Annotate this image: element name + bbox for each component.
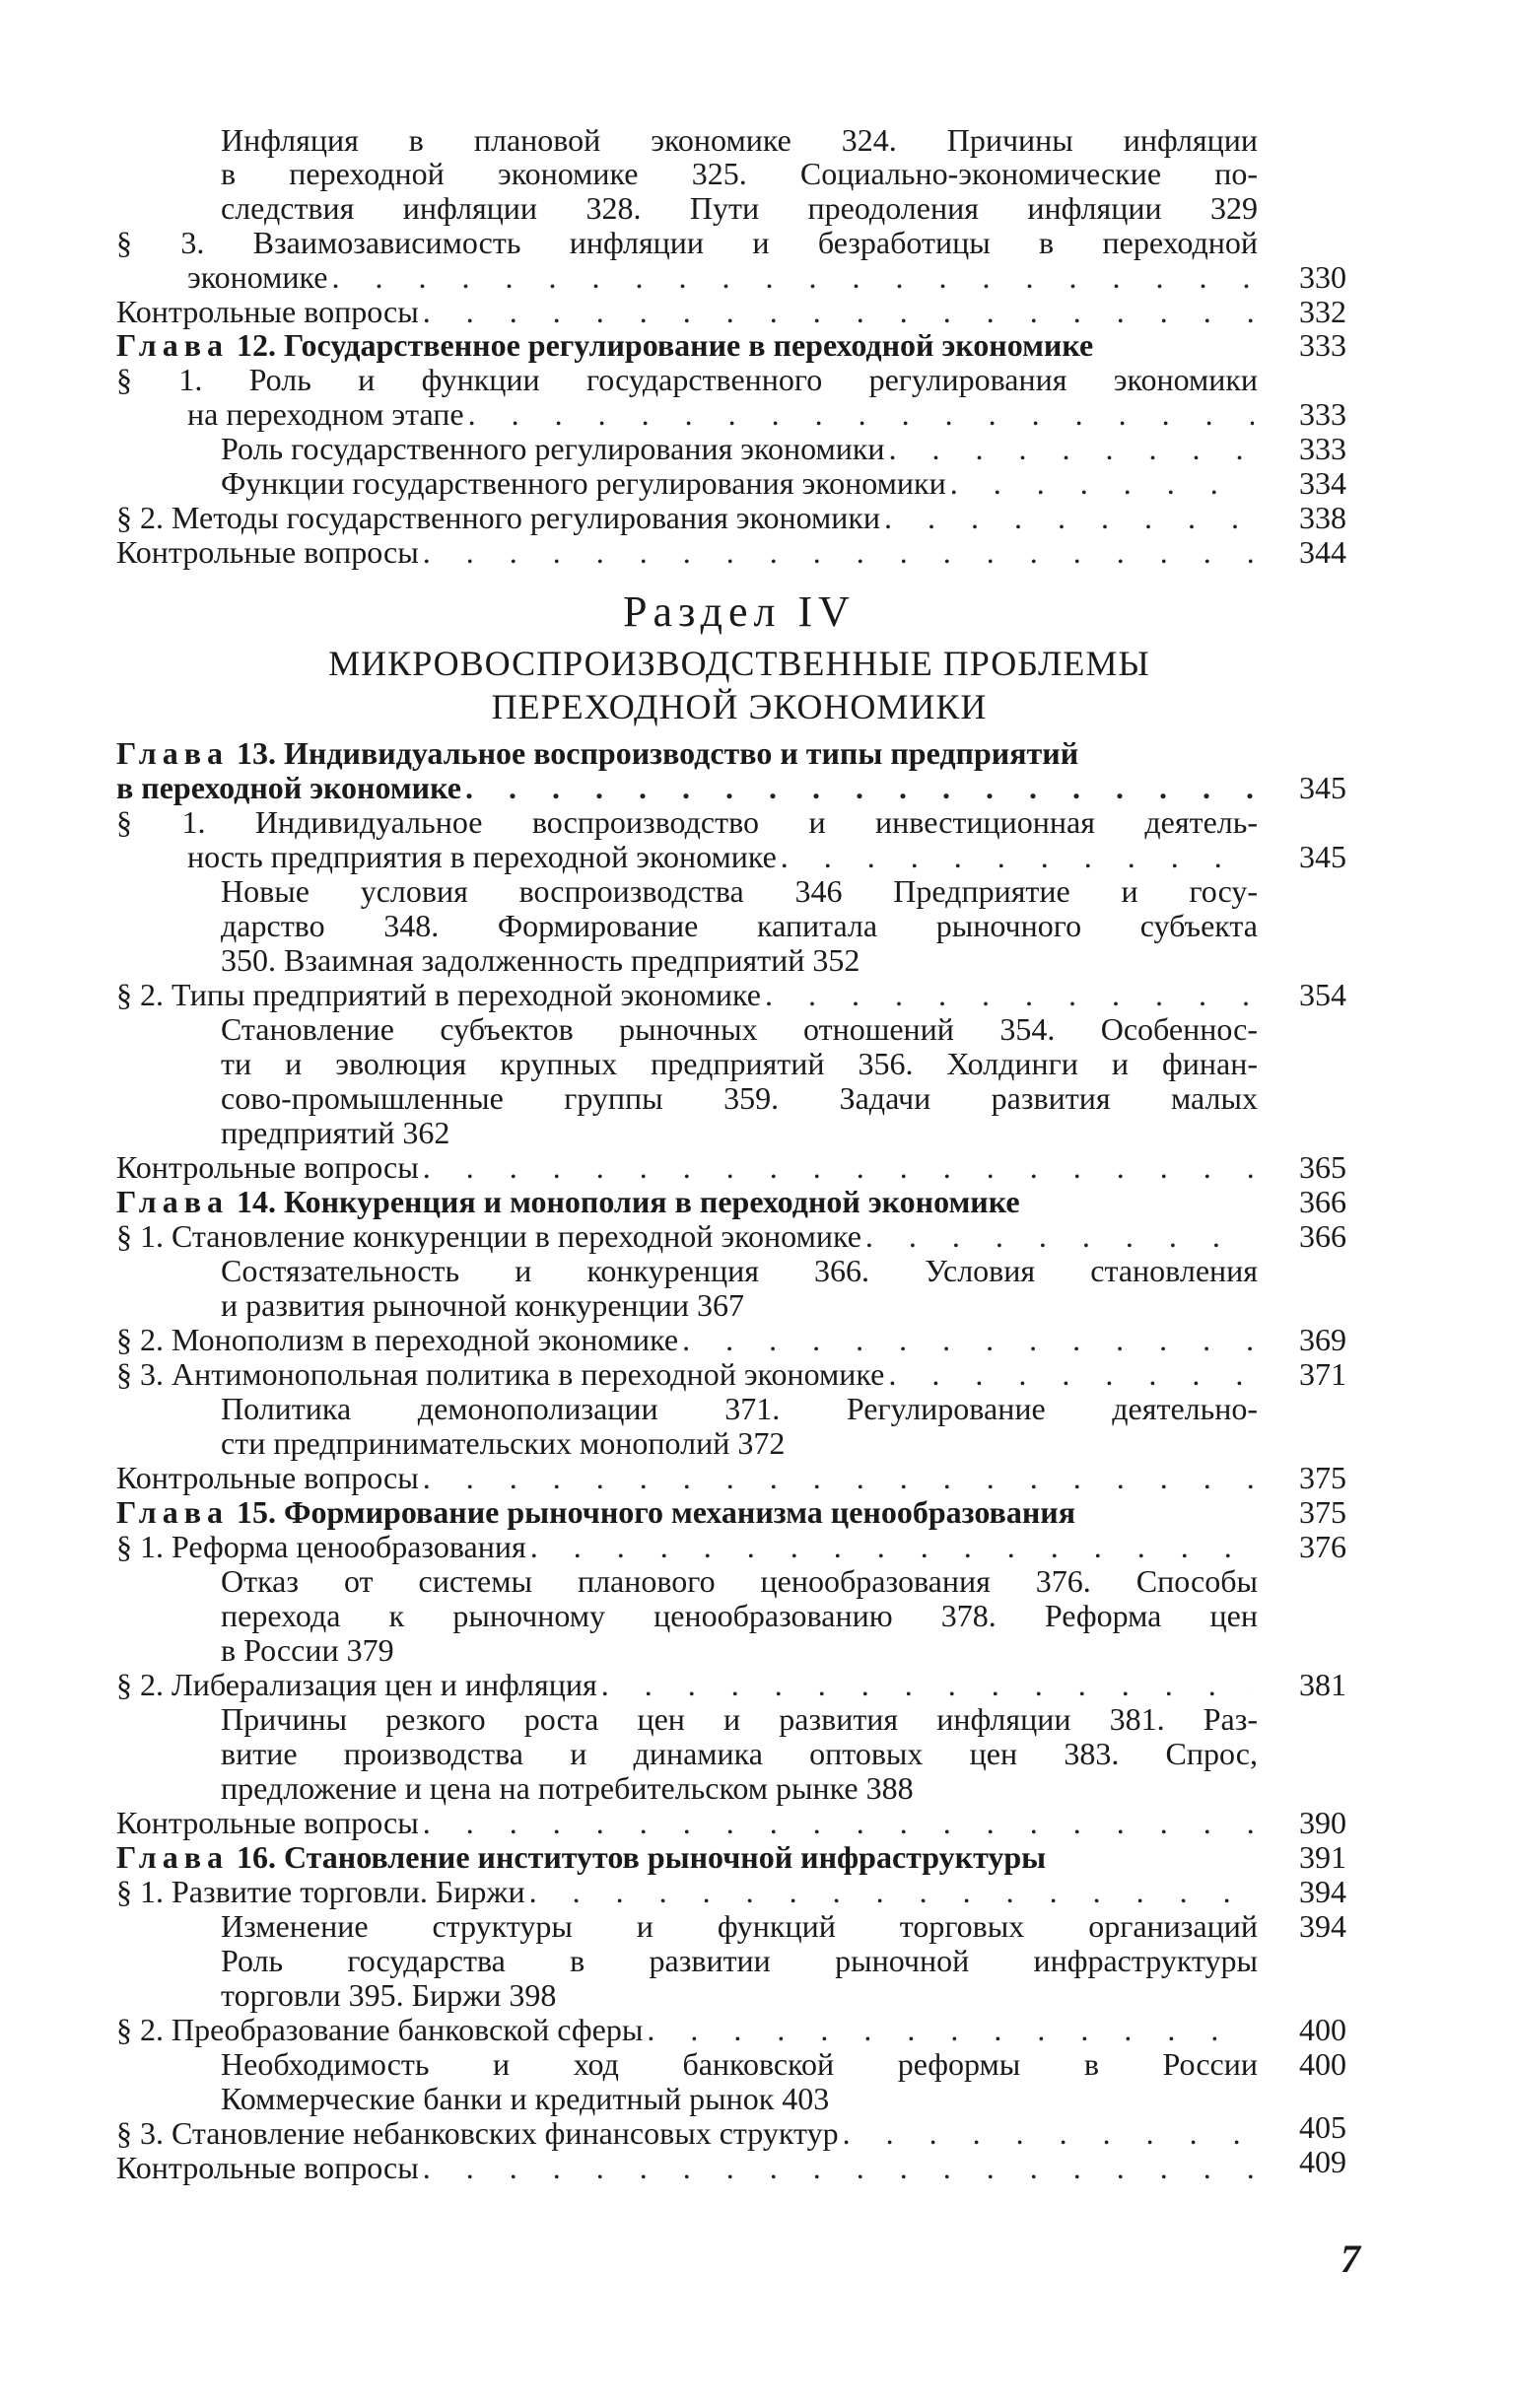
page-number: 400 xyxy=(1299,2046,1346,2082)
toc-entry-title: экономике xyxy=(187,259,328,295)
toc-entry xyxy=(116,1667,1258,1702)
toc-text-line: перехода к рыночному ценообразованию 378. Реформа цен xyxy=(221,1598,1258,1633)
toc-text-line: Становление субъектов рыночных отношений 354. Особеннос- xyxy=(221,1011,1258,1047)
toc-entry-title: Функции государственного регулирования экономики xyxy=(221,465,946,501)
leader-dots xyxy=(468,396,1254,432)
part-subtitle-line: МИКРОВОСПРОИЗВОДСТВЕННЫЕ ПРОБЛЕМЫ xyxy=(328,644,1150,683)
page-number: 400 xyxy=(1299,2012,1346,2047)
page-number: 375 xyxy=(1299,1460,1346,1495)
toc-entry-title: § 2. Методы государственного регулирования экономики xyxy=(116,500,881,535)
page-number: 344 xyxy=(1299,534,1346,570)
toc-section-line: § 1. Индивидуальное воспроизводство и инвестиционная деятель- xyxy=(116,804,1258,840)
page-number: 333 xyxy=(1299,327,1346,363)
leader-dots xyxy=(465,770,1254,805)
leader-dots xyxy=(423,294,1254,329)
toc-entry xyxy=(221,431,1258,466)
page-number: 381 xyxy=(1299,1667,1346,1702)
leader-dots xyxy=(888,1356,1254,1392)
chapter-label: Глава xyxy=(116,327,229,363)
toc-entry xyxy=(116,2115,1258,2151)
chapter-title: 13. Индивидуальное воспроизводство и типы предприятий xyxy=(236,735,1079,771)
toc-entry xyxy=(116,1460,1258,1495)
toc-entry-title: Контрольные вопросы xyxy=(116,1805,419,1840)
toc-text-line: предприятий 362 xyxy=(221,1115,450,1150)
chapter-heading xyxy=(116,735,1078,771)
toc-text-line: сово-промышленные группы 359. Задачи развития малых xyxy=(221,1080,1258,1116)
toc-text-line: Изменение структуры и функций торговых организаций xyxy=(221,1908,1258,1944)
toc-entry-title: Контрольные вопросы xyxy=(116,1460,419,1495)
toc-text-line: Отказ от системы планового ценообразования 376. Способы xyxy=(221,1563,1258,1599)
toc-entry xyxy=(116,1874,1258,1909)
toc-entry xyxy=(116,534,1258,570)
chapter-heading xyxy=(116,1184,1020,1219)
toc-entry xyxy=(116,770,1258,805)
toc-text-line: Причины резкого роста цен и развития инфляции 381. Раз- xyxy=(221,1701,1258,1737)
chapter-label: Глава xyxy=(116,1494,229,1530)
toc-entry-title: Роль государственного регулирования экономики xyxy=(221,431,885,466)
leader-dots xyxy=(423,534,1254,570)
leader-dots xyxy=(647,2012,1254,2047)
page-number: 345 xyxy=(1299,839,1346,874)
toc-section-line: § 1. Роль и функции государственного регулирования экономики xyxy=(116,362,1258,397)
leader-dots xyxy=(423,1149,1254,1185)
leader-dots xyxy=(423,2150,1254,2185)
toc-entry xyxy=(116,2012,1258,2047)
page-number: 333 xyxy=(1299,431,1346,466)
toc-section-line: § 3. Взаимозависимость инфляции и безработицы в переходной xyxy=(116,225,1258,260)
page-number: 391 xyxy=(1299,1839,1346,1875)
toc-entry xyxy=(116,1149,1258,1185)
toc-entry xyxy=(116,1218,1258,1254)
page-number: 394 xyxy=(1299,1908,1346,1944)
part-heading: Раздел IV xyxy=(623,587,856,636)
toc-entry-title: § 1. Реформа ценообразования xyxy=(116,1529,526,1564)
toc-text-line: Инфляция в плановой экономике 324. Причины инфляции xyxy=(221,122,1258,158)
toc-entry xyxy=(116,977,1258,1012)
page-number: 366 xyxy=(1299,1218,1346,1254)
leader-dots xyxy=(765,977,1254,1012)
toc-text-line: дарство 348. Формирование капитала рыночного субъекта xyxy=(221,908,1258,943)
page-number: 366 xyxy=(1299,1184,1346,1219)
toc-text-line: торговли 395. Биржи 398 xyxy=(221,1977,557,2013)
part-subtitle-line: ПЕРЕХОДНОЙ ЭКОНОМИКИ xyxy=(491,687,988,726)
leader-dots xyxy=(601,1667,1254,1702)
toc-entry xyxy=(116,500,1258,535)
page-number: 330 xyxy=(1299,259,1346,295)
toc-entry-title: Контрольные вопросы xyxy=(116,1149,419,1185)
leader-dots xyxy=(530,1529,1254,1564)
toc-entry xyxy=(116,1356,1258,1392)
toc-entry-title: § 2. Монополизм в переходной экономике xyxy=(116,1322,679,1357)
toc-entry-title: § 3. Антимонопольная политика в переходной экономике xyxy=(116,1356,885,1392)
leader-dots xyxy=(682,1322,1254,1357)
toc-entry-title: Контрольные вопросы xyxy=(116,534,419,570)
page-number: 365 xyxy=(1299,1149,1346,1185)
toc-text-line: и развития рыночной конкуренции 367 xyxy=(221,1287,745,1323)
toc-entry-title: на переходном этапе xyxy=(187,396,464,432)
leader-dots xyxy=(423,1805,1254,1840)
page-number: 333 xyxy=(1299,396,1346,432)
chapter-heading xyxy=(116,1839,1046,1875)
chapter-title-cont: в переходной экономике xyxy=(116,770,461,805)
page-number: 409 xyxy=(1299,2144,1346,2179)
chapter-title: 15. Формирование рыночного механизма ценообразования xyxy=(236,1494,1075,1530)
toc-entry xyxy=(187,396,1258,432)
toc-text-line: Новые условия воспроизводства 346 Предприятие и госу- xyxy=(221,873,1258,909)
toc-entry-title: § 2. Либерализация цен и инфляция xyxy=(116,1667,597,1702)
toc-text-line: в России 379 xyxy=(221,1632,394,1668)
page-number: 332 xyxy=(1299,294,1346,329)
page-number: 334 xyxy=(1299,465,1346,501)
page-number: 375 xyxy=(1299,1494,1346,1530)
toc-text-line: 350. Взаимная задолженность предприятий 352 xyxy=(221,942,860,978)
toc-entry-title: § 1. Развитие торговли. Биржи xyxy=(116,1874,525,1909)
chapter-label: Глава xyxy=(116,735,229,771)
page-number: 345 xyxy=(1299,770,1346,805)
page-number: 369 xyxy=(1299,1322,1346,1357)
toc-text-line: следствия инфляции 328. Пути преодоления инфляции 329 xyxy=(221,190,1258,226)
page-folio: 7 xyxy=(1341,2236,1360,2281)
toc-text-line: Политика демонополизации 371. Регулирование деятельно- xyxy=(221,1391,1258,1426)
chapter-heading xyxy=(116,1494,1075,1530)
toc-entry-title: ность предприятия в переходной экономике xyxy=(187,839,777,874)
toc-entry-title: Контрольные вопросы xyxy=(116,2150,419,2185)
toc-entry-title: Контрольные вопросы xyxy=(116,294,419,329)
toc-text-line: сти предпринимательских монополий 372 xyxy=(221,1425,786,1461)
toc-text-line: ти и эволюция крупных предприятий 356. Холдинги и финан- xyxy=(221,1046,1258,1081)
leader-dots xyxy=(529,1874,1254,1909)
leader-dots xyxy=(781,839,1254,874)
leader-dots xyxy=(332,259,1255,295)
leader-dots xyxy=(423,1460,1254,1495)
toc-text-line: Коммерческие банки и кредитный рынок 403 xyxy=(221,2081,830,2116)
page-number: 371 xyxy=(1299,1356,1346,1392)
toc-entry-title: § 3. Становление небанковских финансовых структур xyxy=(116,2115,839,2151)
toc-text-line: Необходимость и ход банковской реформы в России xyxy=(221,2046,1258,2082)
chapter-label: Глава xyxy=(116,1184,229,1219)
toc-entry-title: § 2. Преобразование банковской сферы xyxy=(116,2012,644,2047)
toc-entry-title: § 1. Становление конкуренции в переходной экономике xyxy=(116,1218,861,1254)
page-number: 338 xyxy=(1299,500,1346,535)
toc-entry xyxy=(116,294,1258,329)
leader-dots xyxy=(950,465,1254,501)
page-number: 376 xyxy=(1299,1529,1346,1564)
toc-text-line: Состязательность и конкуренция 366. Условия становления xyxy=(221,1253,1258,1288)
toc-text-line: витие производства и динамика оптовых цен 383. Спрос, xyxy=(221,1736,1258,1771)
toc-entry xyxy=(221,465,1258,501)
leader-dots xyxy=(884,500,1254,535)
page-number: 405 xyxy=(1299,2109,1346,2145)
chapter-title: 16. Становление институтов рыночной инфраструктуры xyxy=(236,1839,1047,1875)
leader-dots xyxy=(889,431,1255,466)
chapter-title: 12. Государственное регулирование в переходной экономике xyxy=(236,327,1094,363)
toc-entry-title: § 2. Типы предприятий в переходной экономике xyxy=(116,977,761,1012)
toc-entry xyxy=(116,1529,1258,1564)
toc-text-line: Роль государства в развитии рыночной инфраструктуры xyxy=(221,1943,1258,1978)
toc-entry xyxy=(116,2150,1258,2185)
toc-text-line: в переходной экономике 325. Социально-экономические по- xyxy=(221,156,1258,191)
leader-dots xyxy=(843,2115,1254,2151)
toc-entry xyxy=(187,839,1258,874)
toc-text-line: предложение и цена на потребительском рынке 388 xyxy=(221,1770,914,1806)
page-number: 390 xyxy=(1299,1805,1346,1840)
chapter-heading xyxy=(116,327,1093,363)
leader-dots xyxy=(865,1218,1254,1254)
toc-entry xyxy=(116,1322,1258,1357)
chapter-title: 14. Конкуренция и монополия в переходной экономике xyxy=(236,1184,1020,1219)
toc-entry xyxy=(116,1805,1258,1840)
chapter-label: Глава xyxy=(116,1839,229,1875)
toc-entry xyxy=(187,259,1258,295)
page-number: 394 xyxy=(1299,1874,1346,1909)
page-number: 354 xyxy=(1299,977,1346,1012)
